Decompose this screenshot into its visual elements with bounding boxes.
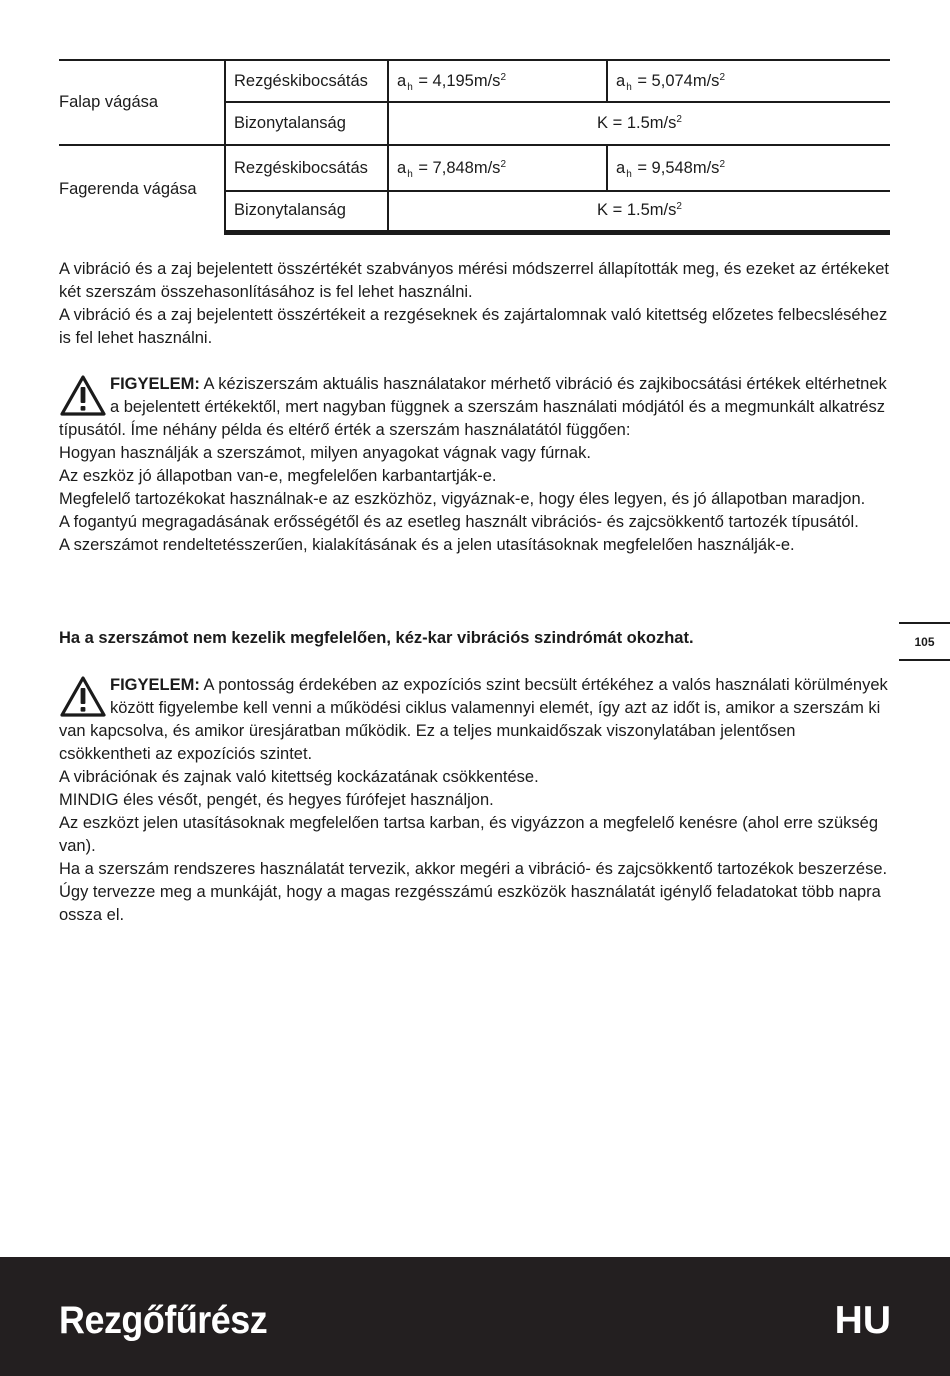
group-name: Fagerenda vágása <box>59 145 225 232</box>
paragraph: MINDIG éles vésőt, pengét, és hegyes fúrófejet használjon. <box>59 791 494 809</box>
warning-label: FIGYELEM: <box>110 676 200 694</box>
paragraph: A vibráció és a zaj bejelentett összértékeit a rezgéseknek és zajártalomnak való kitettség előzetes felbecsléséhez is fel lehet használni. <box>59 306 888 347</box>
paragraph: Úgy tervezze meg a munkáját, hogy a magas rezgésszámú eszközök használatát igénylő feladatokat több napra ossza el. <box>59 883 881 924</box>
paragraph: Az eszköz jó állapotban van-e, megfelelően karbantartják-e. <box>59 467 497 485</box>
paragraph: A vibrációnak és zajnak való kitettség kockázatának csökkentése. <box>59 768 539 786</box>
page-number: 105 <box>899 622 950 661</box>
language-code: HU <box>834 1299 891 1342</box>
emission-label: Rezgéskibocsátás <box>225 60 388 102</box>
paragraph: A vibráció és a zaj bejelentett összértékét szabványos mérési módszerrel állapították meg, és ezeket az értékeket két szerszám összehasonlításához is fel lehet használni. <box>59 260 889 301</box>
group-name: Falap vágása <box>59 60 225 145</box>
footer-bar <box>0 1257 950 1376</box>
value-cell: $a_h = 4,195m/s^2$ <box>388 60 607 102</box>
warning-block-2 <box>59 674 889 927</box>
paragraph: Megfelelő tartozékokat használnak-e az eszközhöz, vigyáznak-e, hogy éles legyen, és jó állapotban maradjon. <box>59 490 866 508</box>
bold-notice: Ha a szerszámot nem kezelik megfelelően, kéz-kar vibrációs szindrómát okozhat. <box>59 629 694 647</box>
paragraph: Ha a szerszám rendszeres használatát tervezik, akkor megéri a vibráció- és zajcsökkentő tartozékok beszerzése. <box>59 860 888 878</box>
warning-triangle-icon <box>59 374 107 418</box>
paragraph: A szerszámot rendeltetésszerűen, kialakításának és a jelen utasításoknak megfelelően használják-e. <box>59 536 795 554</box>
vibration-table <box>59 59 890 235</box>
uncertainty-value: $K = 1.5m/s^2$ <box>388 102 890 145</box>
warning-paragraph <box>59 674 889 766</box>
value-cell: $a_h = 5,074m/s^2$ <box>607 60 890 102</box>
warning-paragraph <box>59 373 889 442</box>
product-title: Rezgőfűrész <box>59 1299 268 1342</box>
table-row <box>59 145 890 191</box>
uncertainty-label: Bizonytalanság <box>225 191 388 232</box>
warning-block-1 <box>59 373 889 557</box>
table-row <box>59 60 890 102</box>
uncertainty-label: Bizonytalanság <box>225 102 388 145</box>
paragraph: A fogantyú megragadásának erősségétől és az esetleg használt vibrációs- és zajcsökkentő tartozék típusától. <box>59 513 859 531</box>
paragraph: Hogyan használják a szerszámot, milyen anyagokat vágnak vagy fúrnak. <box>59 444 591 462</box>
uncertainty-value: $K = 1.5m/s^2$ <box>388 191 890 232</box>
warning-text: A pontosság érdekében az expozíciós szint becsült értékéhez a valós használati körülmények között figyelembe kell venni a működési ciklus valamennyi elemét, így azt az időt is, amikor a szerszám ki van kapcsolva, és amikor üresjáratban működik. Ez a teljes munkaidőszak viszonylatában jelentősen csökkentheti az expozíciós szintet. <box>59 676 888 763</box>
value-cell: $a_h = 7,848m/s^2$ <box>388 145 607 191</box>
paragraph: Az eszközt jelen utasításoknak megfelelően tartsa karban, és vigyázzon a megfelelő kenésre (ahol erre szükség van). <box>59 814 879 855</box>
intro-text <box>59 258 889 350</box>
warning-triangle-icon <box>59 675 107 719</box>
warning-label: FIGYELEM: <box>110 375 200 393</box>
warning-text: A kéziszerszám aktuális használatakor mérhető vibráció és zajkibocsátási értékek eltérhetnek a bejelentett értékektől, mert nagyban függnek a szerszám használati módjától és a megmunkált alkatrész típusától. Íme néhány példa és eltérő érték a szerszám használatától függően: <box>59 375 887 439</box>
emission-label: Rezgéskibocsátás <box>225 145 388 191</box>
value-cell: $a_h = 9,548m/s^2$ <box>607 145 890 191</box>
